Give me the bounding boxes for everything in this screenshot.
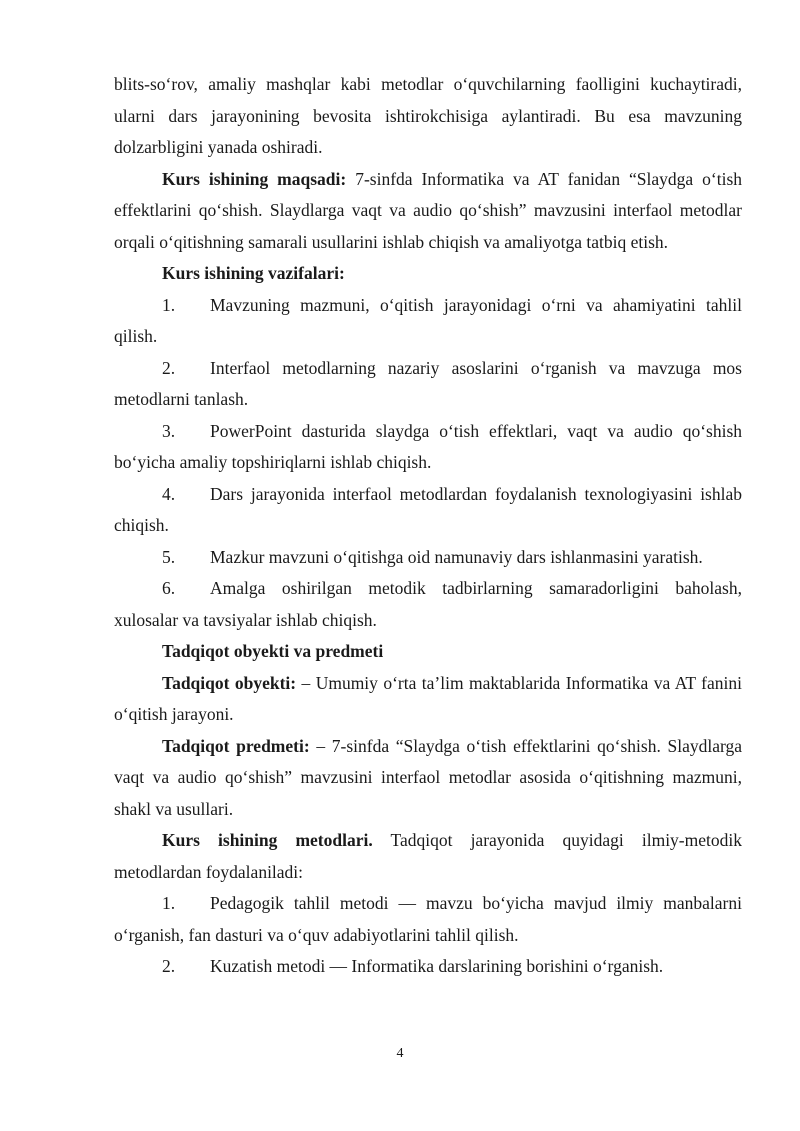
document-page — [114, 69, 742, 983]
task-number: 5. — [162, 546, 176, 567]
task-number: 3. — [162, 420, 176, 441]
task-text: Dars jarayonida interfaol metodlardan foydalanish texnologiyasini ishlab chiqish. — [114, 483, 742, 535]
task-number: 2. — [162, 357, 176, 378]
task-item — [114, 416, 742, 479]
goal-paragraph — [114, 164, 742, 259]
intro-paragraph: blits-so‘rov, amaliy mashqlar kabi metodlar o‘quvchilarning faolligini kuchaytiradi, ularni dars jarayonining bevosita ishtirokchisiga aylantiradi. Bu esa mavzuning dolzarbligini yanada oshiradi. — [114, 74, 742, 157]
research-object-label: Tadqiqot obyekti: — [162, 672, 297, 693]
method-item — [114, 951, 742, 983]
research-subject-label: Tadqiqot predmeti: — [162, 735, 310, 756]
research-subject-paragraph — [114, 731, 742, 826]
task-item — [114, 290, 742, 353]
method-item — [114, 888, 742, 951]
methods-text: Tadqiqot jarayonida quyidagi ilmiy-metodik metodlardan foydalaniladi: — [114, 830, 742, 882]
task-text: Interfaol metodlarning nazariy asoslarini o‘rganish va mavzuga mos metodlarni tanlash. — [114, 357, 742, 409]
method-number: 1. — [162, 893, 176, 913]
goal-text: 7-sinfda Informatika va AT fanidan “Slaydga o‘tish effektlarini qo‘shish. Slaydlarga vaqt va audio qo‘shish” mavzusini interfaol metodlar orqali o‘qitishning samarali usullarini ishlab chiqish va amaliyotga tatbiq etish. — [114, 168, 742, 252]
method-text: Pedagogik tahlil metodi — mavzu bo‘yicha mavjud ilmiy manbalarni o‘rganish, fan dasturi va o‘quv adabiyotlarini tahlil qilish. — [114, 893, 742, 945]
task-item — [114, 542, 742, 574]
task-number: 4. — [162, 483, 176, 504]
task-text: Mavzuning mazmuni, o‘qitish jarayonidagi o‘rni va ahamiyatini tahlil qilish. — [114, 294, 742, 346]
research-object-paragraph — [114, 668, 742, 731]
goal-label: Kurs ishining maqsadi: — [162, 168, 347, 189]
task-item — [114, 479, 742, 542]
research-subject-text: – 7-sinfda “Slaydga o‘tish effektlarini qo‘shish. Slaydlarga vaqt va audio qo‘shish” mavzusini interfaol metodlar asosida o‘qitishning mazmuni, shakl va usullari. — [114, 735, 743, 819]
task-item — [114, 573, 742, 636]
research-object-text: – Umumiy o‘rta ta’lim maktablarida Informatika va AT fanini o‘qitish jarayoni. — [114, 672, 742, 724]
task-text: PowerPoint dasturida slaydga o‘tish effektlari, vaqt va audio qo‘shish bo‘yicha amaliy topshiriqlarni ishlab chiqish. — [114, 420, 742, 472]
method-number: 2. — [162, 956, 176, 976]
task-text: Amalga oshirilgan metodik tadbirlarning samaradorligini baholash, xulosalar va tavsiyalar ishlab chiqish. — [114, 578, 742, 630]
tasks-heading: Kurs ishining vazifalari: — [162, 263, 345, 283]
research-heading: Tadqiqot obyekti va predmeti — [162, 641, 384, 661]
task-number: 6. — [162, 578, 176, 598]
task-text: Mazkur mavzuni o‘qitishga oid namunaviy dars ishlanmasini yaratish. — [210, 546, 703, 567]
page-number: 4 — [396, 1046, 404, 1061]
methods-paragraph — [114, 825, 742, 888]
task-item — [114, 353, 742, 416]
task-number: 1. — [162, 294, 176, 315]
methods-label: Kurs ishining metodlari. — [162, 830, 373, 850]
method-text: Kuzatish metodi — Informatika darslarining borishini o‘rganish. — [210, 956, 664, 976]
